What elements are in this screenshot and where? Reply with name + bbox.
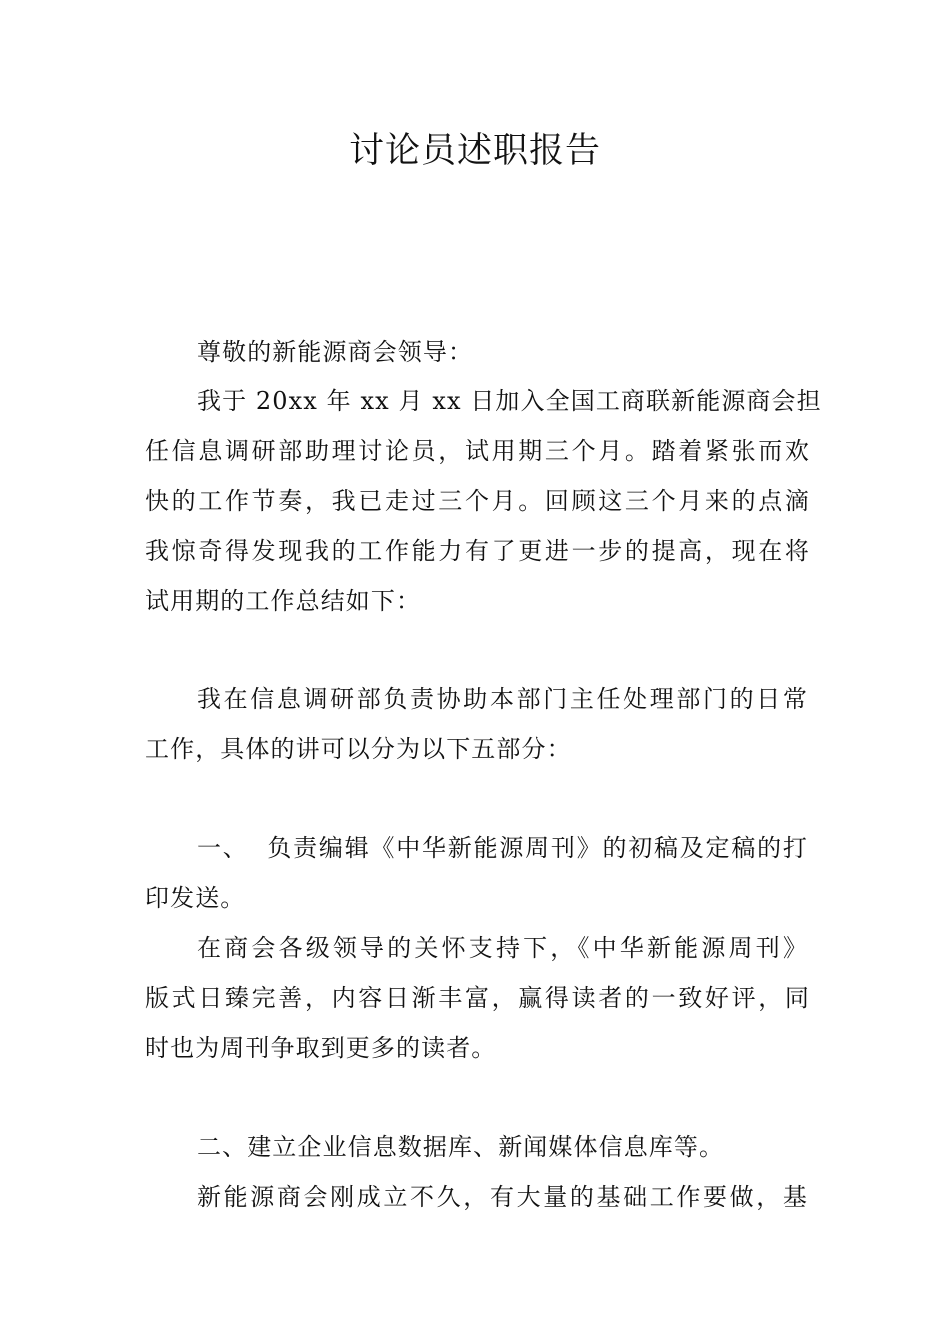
- paragraph-line: 时也为周刊争取到更多的读者。: [145, 1034, 497, 1062]
- paragraph-line: 新能源商会刚成立不久，有大量的基础工作要做，基: [197, 1183, 808, 1211]
- paragraph-line: 快的工作节奏，我已走过三个月。回顾这三个月来的点滴: [145, 487, 810, 515]
- paragraph-line: 我惊奇得发现我的工作能力有了更进一步的提高，现在将: [145, 537, 810, 565]
- paragraph-line: 版式日臻完善，内容日渐丰富，赢得读者的一致好评，同: [145, 984, 810, 1012]
- paragraph-line: 在商会各级领导的关怀支持下，《中华新能源周刊》: [197, 934, 808, 962]
- section-heading-line: 印发送。: [145, 884, 246, 912]
- paragraph-line: 任信息调研部助理讨论员，试用期三个月。踏着紧张而欢: [145, 437, 810, 465]
- paragraph-line: 我在信息调研部负责协助本部门主任处理部门的日常: [197, 685, 808, 713]
- section-heading-line: 二、建立企业信息数据库、新闻媒体信息库等。: [197, 1133, 725, 1161]
- paragraph-line: 我于 20xx 年 xx 月 xx 日加入全国工商联新能源商会担: [197, 387, 822, 415]
- salutation-line: 尊敬的新能源商会领导：: [197, 338, 474, 366]
- paragraph-line: 工作，具体的讲可以分为以下五部分：: [145, 735, 572, 763]
- section-heading-line: 一、 负责编辑《中华新能源周刊》的初稿及定稿的打: [197, 834, 808, 862]
- paragraph-line: 试用期的工作总结如下：: [145, 587, 422, 615]
- page-title: 讨论员述职报告: [348, 131, 601, 171]
